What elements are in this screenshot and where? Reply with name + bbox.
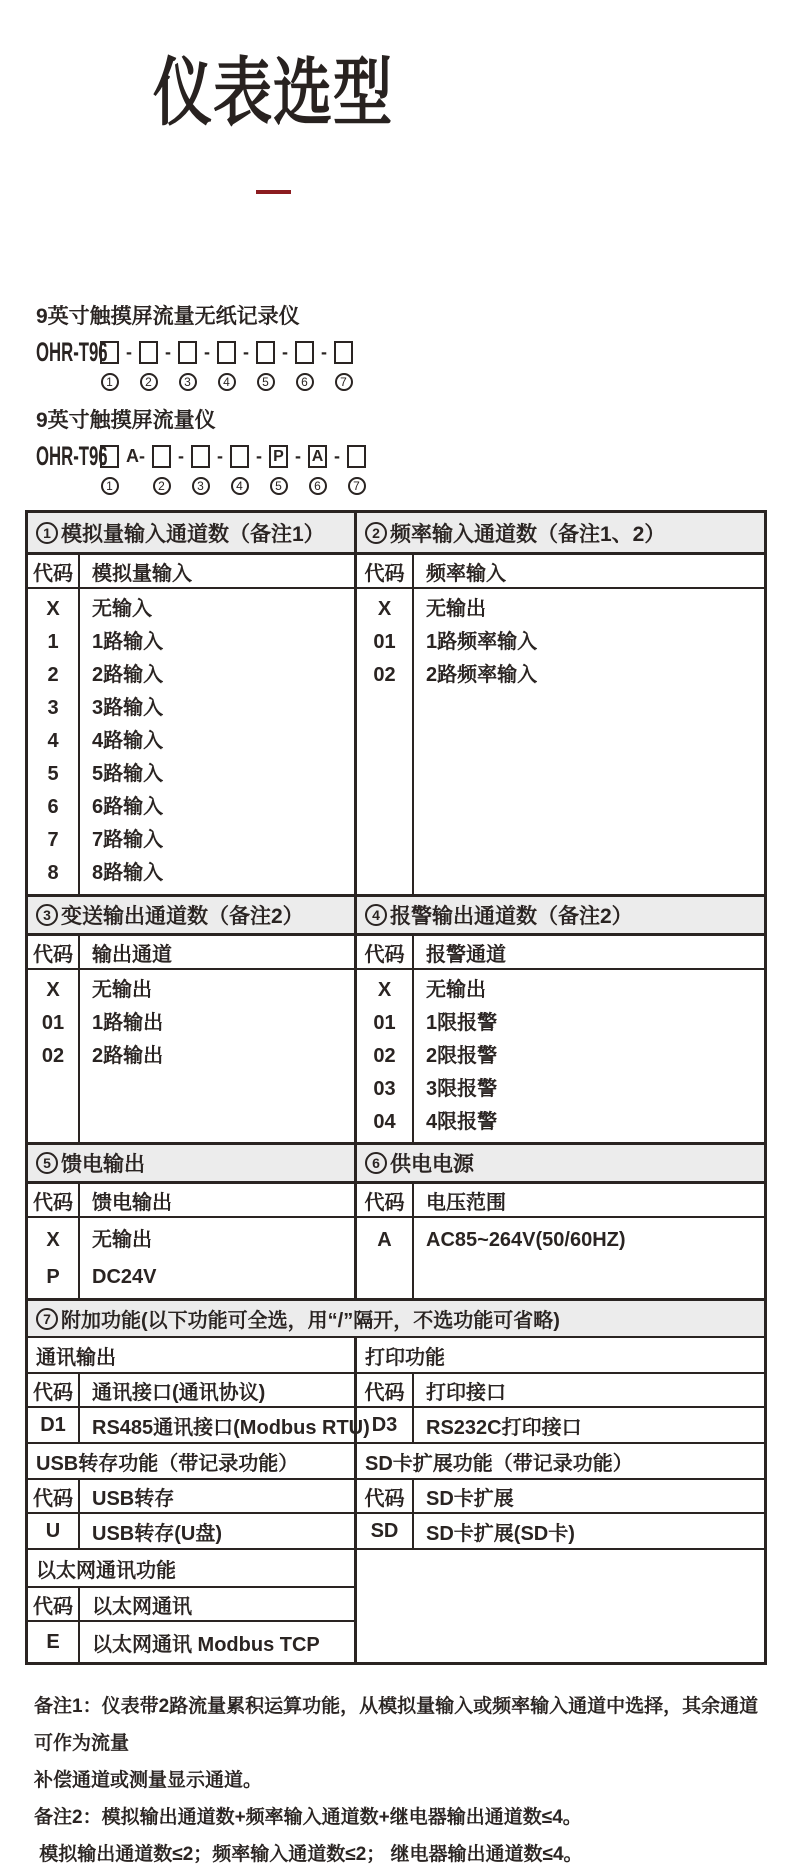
option-list bbox=[414, 1218, 764, 1298]
position-number: 2 bbox=[140, 373, 158, 391]
code-value: A bbox=[377, 1229, 392, 1251]
model-segment-box bbox=[191, 445, 210, 468]
body-band-ethernet bbox=[28, 1550, 764, 1662]
desc-column-header: 打印接口 bbox=[426, 1381, 506, 1404]
code-value: 02 bbox=[373, 1045, 396, 1067]
code-column-header: 代码 bbox=[28, 1374, 80, 1406]
code-value: 2 bbox=[47, 664, 59, 686]
separator-dash: - bbox=[334, 446, 340, 466]
column-header-band-1-2 bbox=[28, 555, 764, 589]
option-label: 5路输入 bbox=[92, 763, 164, 785]
model-segments bbox=[100, 341, 353, 391]
code-value: X bbox=[46, 1229, 60, 1251]
desc-column-header: 馈电输出 bbox=[92, 1191, 172, 1214]
separator-dash: - bbox=[126, 342, 132, 362]
code-value: 4 bbox=[47, 730, 59, 752]
model-segment-box bbox=[217, 341, 236, 364]
title-accent-bar bbox=[256, 190, 291, 194]
section-header-band-5-6 bbox=[28, 1142, 764, 1184]
code-value: D1 bbox=[28, 1408, 80, 1442]
section-1-header bbox=[28, 513, 354, 552]
note-line: 备注1：仪表带2路流量累积运算功能，从模拟量输入或频率输入通道中选择，其余通道可作为流量 bbox=[34, 1696, 759, 1754]
group-subheader: SD卡扩展功能（带记录功能） bbox=[354, 1444, 764, 1478]
option-list bbox=[80, 1218, 354, 1298]
model-segment-box bbox=[178, 341, 197, 364]
model-prefix: OHR-T96 bbox=[36, 337, 108, 367]
position-number: 1 bbox=[101, 477, 119, 495]
circled-number: 4 bbox=[365, 904, 387, 926]
model-segment bbox=[269, 445, 288, 495]
position-number: 7 bbox=[348, 477, 366, 495]
option-label: SD卡扩展(SD卡) bbox=[426, 1522, 575, 1545]
group-subheader: 打印功能 bbox=[354, 1338, 764, 1372]
code-value: U bbox=[28, 1514, 80, 1548]
model-diagram-flowmeter bbox=[36, 404, 366, 495]
code-column-header: 代码 bbox=[28, 1480, 80, 1512]
section-6-header bbox=[354, 1145, 764, 1181]
model-segment bbox=[178, 341, 197, 391]
code-list bbox=[357, 970, 414, 1142]
empty-cell bbox=[354, 1550, 764, 1662]
code-value: 7 bbox=[47, 829, 59, 851]
model-label: 9英寸触摸屏流量无纸记录仪 bbox=[36, 305, 300, 328]
code-column-header: 代码 bbox=[357, 1184, 414, 1216]
code-list bbox=[357, 1218, 414, 1298]
desc-column-header: SD卡扩展 bbox=[426, 1487, 514, 1510]
model-segment bbox=[256, 341, 275, 391]
desc-column-header: 输出通道 bbox=[92, 943, 172, 966]
note-line: 模拟输出通道数≤2；频率输入通道数≤2； 继电器输出通道数≤4。 bbox=[34, 1844, 583, 1865]
code-column-header: 代码 bbox=[357, 936, 414, 968]
code-column-header: 代码 bbox=[357, 1480, 414, 1512]
note-line: 补偿通道或测量显示通道。 bbox=[34, 1770, 263, 1791]
separator-dash: - bbox=[256, 446, 262, 466]
separator-dash: - bbox=[295, 446, 301, 466]
section-title: 频率输入通道数（备注1、2） bbox=[390, 522, 666, 546]
page-title: 仪表选型 bbox=[153, 51, 393, 134]
option-label: 2限报警 bbox=[426, 1045, 498, 1067]
group-subheader-band-usb-sd bbox=[28, 1444, 764, 1480]
option-label: DC24V bbox=[92, 1266, 157, 1288]
code-value: 5 bbox=[47, 763, 59, 785]
page-title-block bbox=[0, 34, 546, 140]
option-label: 无输出 bbox=[92, 979, 152, 1001]
separator-dash: - bbox=[282, 342, 288, 362]
option-label: 3路输入 bbox=[92, 697, 164, 719]
option-list bbox=[414, 589, 764, 894]
code-column-header: 代码 bbox=[357, 555, 414, 587]
group-subheader: USB转存功能（带记录功能） bbox=[36, 1452, 299, 1475]
section-title: 馈电输出 bbox=[61, 1153, 145, 1176]
code-value: E bbox=[28, 1622, 80, 1662]
code-value: X bbox=[46, 598, 60, 620]
option-label: 无输出 bbox=[426, 979, 486, 1001]
model-segment-box bbox=[295, 341, 314, 364]
column-header-band-3-4 bbox=[28, 936, 764, 970]
option-label: 1路输入 bbox=[92, 631, 164, 653]
option-label: 1路频率输入 bbox=[426, 631, 538, 653]
separator-dash: A- bbox=[126, 446, 145, 466]
position-number: 5 bbox=[270, 477, 288, 495]
model-segment bbox=[191, 445, 210, 495]
model-diagram-recorder bbox=[36, 300, 353, 391]
body-band-3-4 bbox=[28, 970, 764, 1142]
section-2-header bbox=[354, 513, 764, 552]
code-value: 02 bbox=[41, 1045, 65, 1067]
circled-number: 3 bbox=[36, 904, 58, 926]
column-header-band-usb-sd bbox=[28, 1480, 764, 1514]
separator-dash: - bbox=[178, 446, 184, 466]
code-value: 6 bbox=[47, 796, 59, 818]
column-header-band-5-6 bbox=[28, 1184, 764, 1218]
code-value: X bbox=[46, 979, 60, 1001]
section-4-header bbox=[354, 897, 764, 933]
code-value: 1 bbox=[47, 631, 59, 653]
separator-dash: - bbox=[243, 342, 249, 362]
separator-dash: - bbox=[217, 446, 223, 466]
option-label: USB转存(U盘) bbox=[92, 1522, 222, 1545]
separator-dash: - bbox=[165, 342, 171, 362]
code-value: 01 bbox=[373, 631, 396, 653]
desc-column-header: 通讯接口(通讯协议) bbox=[92, 1381, 266, 1404]
model-segments bbox=[100, 445, 366, 495]
position-number: 6 bbox=[296, 373, 314, 391]
code-value: 01 bbox=[373, 1012, 396, 1034]
model-segment bbox=[334, 341, 353, 391]
option-label: 4限报警 bbox=[426, 1111, 498, 1133]
option-list bbox=[414, 970, 764, 1142]
option-label: 2路频率输入 bbox=[426, 664, 538, 686]
code-value: P bbox=[46, 1266, 60, 1288]
separator-dash: - bbox=[204, 342, 210, 362]
option-label: AC85~264V(50/60HZ) bbox=[426, 1229, 626, 1251]
model-segment bbox=[230, 445, 249, 495]
position-number: 3 bbox=[192, 477, 210, 495]
circled-number: 1 bbox=[36, 522, 58, 544]
section-title: 报警输出通道数（备注2） bbox=[390, 905, 633, 928]
model-segment bbox=[295, 341, 314, 391]
section-title: 变送输出通道数（备注2） bbox=[61, 905, 304, 928]
code-column-header: 代码 bbox=[357, 1374, 414, 1406]
option-label: 无输出 bbox=[92, 1229, 152, 1251]
code-value: SD bbox=[357, 1514, 414, 1548]
model-segment-box: P bbox=[269, 445, 288, 468]
option-label: 无输入 bbox=[92, 598, 152, 620]
separator-dash: - bbox=[321, 342, 327, 362]
code-column-header: 代码 bbox=[28, 936, 80, 968]
body-band-1-2 bbox=[28, 589, 764, 894]
section-header-band-1-2 bbox=[28, 513, 764, 555]
group-subheader-band-comm-print bbox=[28, 1338, 764, 1374]
option-label: 2路输入 bbox=[92, 664, 164, 686]
model-segment bbox=[347, 445, 366, 495]
code-list bbox=[28, 589, 80, 894]
group-subheader: 以太网通讯功能 bbox=[28, 1550, 354, 1588]
option-list bbox=[80, 970, 354, 1142]
code-list bbox=[357, 589, 414, 894]
position-number: 7 bbox=[335, 373, 353, 391]
code-value: 01 bbox=[41, 1012, 65, 1034]
section-title: 供电电源 bbox=[390, 1153, 474, 1176]
model-segment bbox=[139, 341, 158, 391]
desc-column-header: 报警通道 bbox=[426, 943, 506, 966]
desc-column-header: USB转存 bbox=[92, 1487, 175, 1510]
circled-number: 6 bbox=[365, 1152, 387, 1174]
section-5-header bbox=[28, 1145, 354, 1181]
model-prefix: OHR-T96 bbox=[36, 441, 108, 471]
column-header-band-comm-print bbox=[28, 1374, 764, 1408]
model-label: 9英寸触摸屏流量仪 bbox=[36, 409, 216, 432]
section-title: 附加功能(以下功能可全选，用“/”隔开，不选功能可省略) bbox=[61, 1310, 560, 1332]
code-value: 8 bbox=[47, 862, 59, 884]
desc-column-header: 频率输入 bbox=[426, 562, 506, 585]
circled-number: 5 bbox=[36, 1152, 58, 1174]
body-band-usb-sd bbox=[28, 1514, 764, 1550]
code-value: 02 bbox=[373, 664, 396, 686]
body-band-comm-print bbox=[28, 1408, 764, 1444]
model-code-line bbox=[36, 337, 353, 391]
code-value: D3 bbox=[357, 1408, 414, 1442]
model-segment-box: A bbox=[308, 445, 327, 468]
position-number: 3 bbox=[179, 373, 197, 391]
option-label: RS232C打印接口 bbox=[426, 1416, 582, 1439]
circled-number: 7 bbox=[36, 1308, 58, 1330]
code-column-header: 代码 bbox=[28, 555, 80, 587]
section-3-header bbox=[28, 897, 354, 933]
model-segment-box bbox=[230, 445, 249, 468]
desc-column-header: 以太网通讯 bbox=[92, 1595, 192, 1618]
model-segment bbox=[308, 445, 327, 495]
option-label: 2路输出 bbox=[92, 1045, 164, 1067]
model-segment-box bbox=[347, 445, 366, 468]
selection-table bbox=[25, 510, 767, 1665]
body-band-5-6 bbox=[28, 1218, 764, 1298]
position-number: 4 bbox=[218, 373, 236, 391]
desc-column-header: 电压范围 bbox=[426, 1191, 506, 1214]
option-label: 6路输入 bbox=[92, 796, 164, 818]
model-segment bbox=[217, 341, 236, 391]
option-list bbox=[80, 589, 354, 894]
code-value: 3 bbox=[47, 697, 59, 719]
section-7-header bbox=[28, 1298, 764, 1338]
model-segment-box bbox=[152, 445, 171, 468]
code-list bbox=[28, 970, 80, 1142]
position-number: 4 bbox=[231, 477, 249, 495]
model-segment-box bbox=[334, 341, 353, 364]
option-label: 8路输入 bbox=[92, 862, 164, 884]
footnotes bbox=[34, 1688, 762, 1873]
model-segment-box bbox=[256, 341, 275, 364]
option-label: 以太网通讯 Modbus TCP bbox=[92, 1633, 320, 1656]
position-number: 2 bbox=[153, 477, 171, 495]
code-column-header: 代码 bbox=[28, 1588, 80, 1620]
code-value: X bbox=[377, 598, 392, 620]
section-title: 模拟量输入通道数（备注1） bbox=[61, 522, 325, 546]
option-label: 1路输出 bbox=[92, 1012, 164, 1034]
model-code-line bbox=[36, 441, 366, 495]
option-label: 4路输入 bbox=[92, 730, 164, 752]
group-subheader: 通讯输出 bbox=[36, 1346, 116, 1369]
code-value: X bbox=[377, 979, 392, 1001]
section-header-band-3-4 bbox=[28, 894, 764, 936]
position-number: 6 bbox=[309, 477, 327, 495]
note-line: 备注2：模拟输出通道数+频率输入通道数+继电器输出通道数≤4。 bbox=[34, 1807, 582, 1828]
option-label: 无输出 bbox=[426, 598, 486, 620]
option-label: 1限报警 bbox=[426, 1012, 498, 1034]
option-label: RS485通讯接口(Modbus RTU) bbox=[92, 1416, 370, 1439]
code-column-header: 代码 bbox=[28, 1184, 80, 1216]
position-number: 5 bbox=[257, 373, 275, 391]
model-segment-box bbox=[139, 341, 158, 364]
code-value: 04 bbox=[373, 1111, 396, 1133]
circled-number: 2 bbox=[365, 522, 387, 544]
code-value: 03 bbox=[373, 1078, 396, 1100]
code-list bbox=[28, 1218, 80, 1298]
model-segment bbox=[152, 445, 171, 495]
option-label: 7路输入 bbox=[92, 829, 164, 851]
position-number: 1 bbox=[101, 373, 119, 391]
option-label: 3限报警 bbox=[426, 1078, 498, 1100]
desc-column-header: 模拟量输入 bbox=[92, 562, 192, 585]
